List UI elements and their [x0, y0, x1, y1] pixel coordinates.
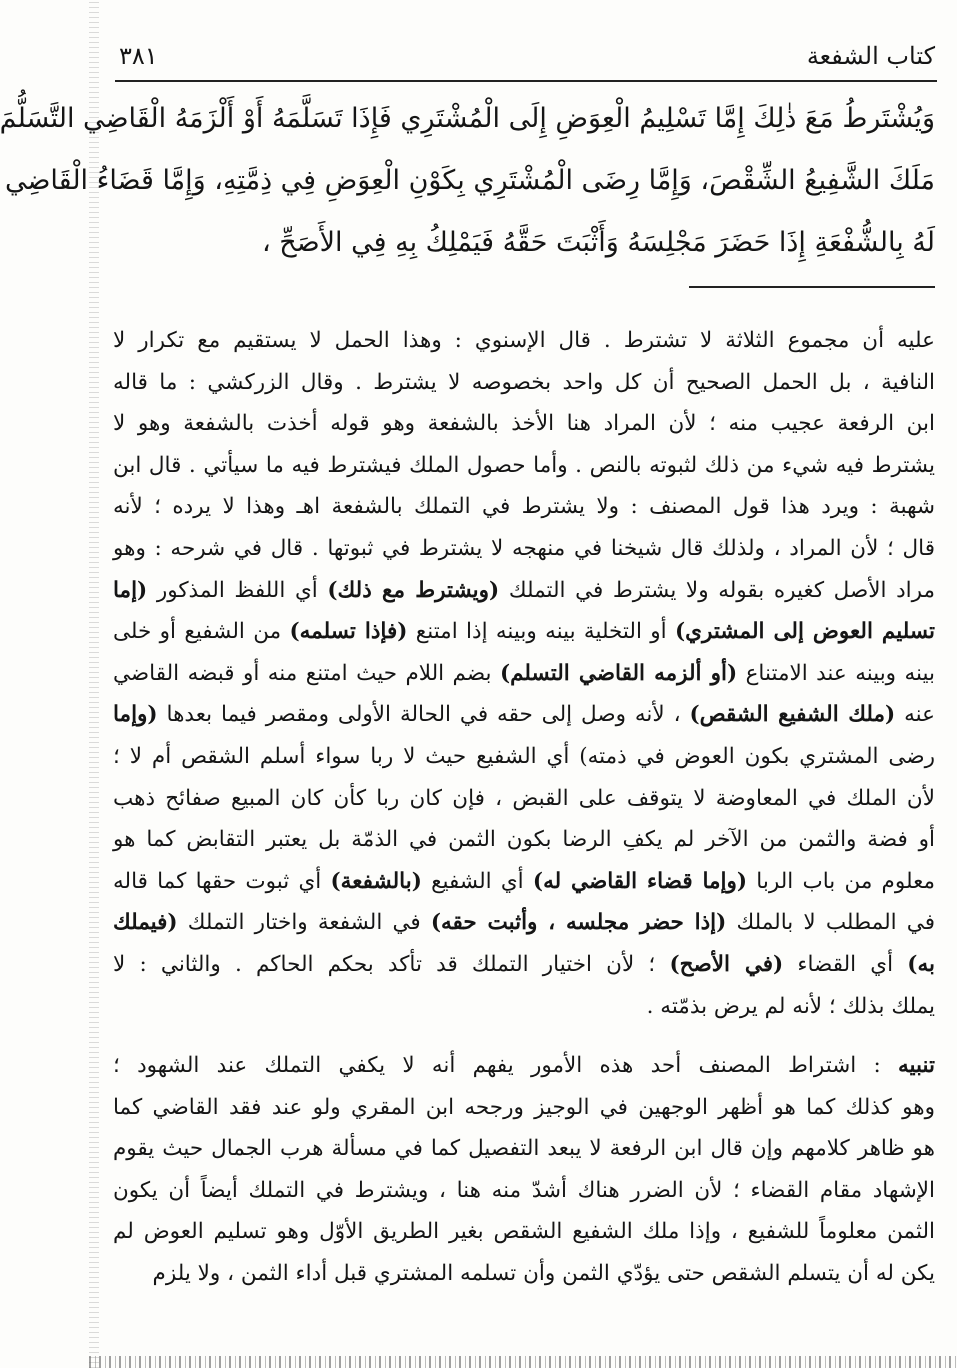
sharh-segment: يكن له أن يتسلم الشقص حتى يؤدّي الثمن وأن تسلمه المشتري قبل أداء الثمن ، ولا يلزم — [152, 1261, 935, 1287]
quoted-matn: (فإذا تسلمه) — [289, 619, 408, 645]
sharh-segment: مراد الأصل كغيره بقوله ولا يشترط في التملك — [499, 577, 935, 603]
sharh-segment: الثمن معلوماً للشفيع ، وإذا ملك الشفيع الشقص بغير الطريق الأوّل وهو تسليم العوض لم — [113, 1219, 935, 1245]
sharh-line — [113, 570, 935, 612]
sharh-segment: أو فضة والثمن من الآخر لم يكفِ الرضا بكون الثمن في الذمّة بل يعتبر التقابض كما هو — [113, 827, 935, 853]
sharh-segment: قال ؛ لأن المراد ، ولذلك قال شيخنا في منهجه لا يشترط في ثبوتها . قال في شرحه : وهو — [113, 535, 935, 561]
header-rule — [115, 80, 937, 82]
sharh-line — [113, 528, 935, 570]
sharh-segment: عليه أن مجموع الثلاثة لا تشترط . قال الإسنوي : وهذا الحمل لا يستقيم مع تكرار لا — [113, 328, 935, 353]
sharh-segment: رضى المشتري بكون العوض في ذمته) — [579, 743, 935, 769]
sharh-line — [113, 1128, 935, 1170]
sharh-segment: أو التخلية بينه وبينه إذا امتنع — [407, 619, 675, 645]
page-bottom-ornament — [89, 1356, 957, 1368]
quoted-matn: (في الأصح) — [669, 951, 784, 977]
sharh-paragraph-2 — [113, 1045, 935, 1295]
quoted-matn: (إما — [113, 577, 148, 603]
sharh-paragraph-1 — [113, 320, 935, 1027]
page-number: ٣٨١ — [119, 42, 158, 70]
sharh-line — [113, 403, 935, 445]
sharh-segment: الإشهاد مقام القضاء ؛ لأن الضرر هناك أشدّ منه هنا ، ويشترط في التملك أيضاً أن يكون — [113, 1177, 935, 1203]
sharh-text — [113, 320, 935, 1295]
sharh-segment: يملك بذلك ؛ لأنه لم يرض بذمّته . — [646, 993, 935, 1019]
sharh-line — [113, 778, 935, 820]
sharh-segment: بينه وبينه عند الامتناع — [737, 660, 935, 686]
quoted-matn: تسليم العوض إلى المشتري) — [675, 619, 935, 645]
sharh-segment: أي الشفيع حيث لا ربا سواء أسلم الشقص أم لا ؛ — [113, 743, 580, 769]
sharh-segment: من الشفيع أو خلى — [113, 619, 290, 645]
sharh-segment: أي القضاء — [783, 951, 908, 977]
sharh-segment: وهو كذلك كما هو أظهر الوجهين في الوجيز ورجحه ابن المقري ولو عند فقد القاضي كما — [113, 1094, 935, 1120]
sharh-segment: ، لأنه وصل إلى حقه في الحالة الأولى ومقصر فيما بعدها — [157, 702, 690, 728]
sharh-line — [113, 1087, 935, 1129]
sharh-line — [113, 902, 935, 944]
sharh-segment: في الشفعة واختار التملك — [177, 910, 431, 936]
sharh-segment: : اشتراط المصنف أحد هذه الأمور يفهم أنه لا يكفي التملك عند الشهود ؛ — [113, 1053, 899, 1079]
sharh-line — [113, 944, 935, 986]
sharh-segment: بضم اللام حيث امتنع منه أو قبضه القاضي — [113, 660, 500, 686]
quoted-matn: تنبيه — [898, 1053, 935, 1079]
sharh-segment: شهبة : ويرد هذا قول المصنف : ولا يشترط في التملك بالشفعة اهـ وهذا لا يرده ؛ لأنه — [113, 494, 935, 520]
sharh-line — [113, 486, 935, 528]
matn-separator-rule — [689, 286, 935, 288]
sharh-segment: معلوم من باب الربا — [747, 868, 935, 894]
matn-line: لَهُ بِالشُّفْعَةِ إِذَا حَضَرَ مَجْلِسَهُ وَأَثْبَتَ حَقَّهُ فَيَمْلِكُ بِهِ فِي الأَصَحِّ ، — [261, 227, 935, 258]
page-header — [119, 36, 935, 76]
sharh-line — [113, 986, 935, 1028]
sharh-line — [113, 819, 935, 861]
quoted-matn: (أو ألزمه القاضي التسلم) — [499, 660, 738, 686]
sharh-segment: أي الشفيع — [421, 868, 533, 894]
sharh-segment: أي اللفظ المذكور — [147, 577, 328, 603]
sharh-line — [113, 861, 935, 903]
sharh-segment: لأن الملك في المعاوضة لا يتوقف على القبض ، فإن كان ربا كأن كان المبيع صفائح ذهب — [113, 785, 935, 811]
sharh-segment: النافية ، بل الحمل الصحيح أن كل واحد بخصوصه لا يشترط . وقال الزركشي : ما قاله — [113, 369, 935, 395]
quoted-matn: (فيملك — [113, 910, 178, 936]
sharh-line — [113, 320, 935, 362]
sharh-line — [113, 653, 935, 695]
sharh-line — [113, 1211, 935, 1253]
sharh-segment: ؛ لأن اختيار التملك قد تأكد بحكم الحاكم . والثاني : لا — [113, 951, 670, 977]
matn-line: مَلَكَ الشَّفِيعُ الشِّقْصَ، وَإِمَّا رِضَى الْمُشْتَرِي بِكَوْنِ الْعِوَضِ فِي ذِمَّتِهِ، وَإِمَّا قَضَاءُ الْقَاضِي — [5, 165, 935, 196]
quoted-matn: (وإما — [113, 702, 158, 728]
sharh-segment: عنه — [895, 702, 935, 728]
quoted-matn: (ملك الشفيع الشقص) — [689, 702, 896, 728]
sharh-segment: هو ظاهر كلامهم وإن قال ابن الرفعة لا يبعد التفصيل كما في مسألة هرب الجمال حيث يقوم — [113, 1136, 935, 1162]
sharh-segment: في المطلب لا بالملك — [726, 910, 935, 936]
sharh-line — [113, 362, 935, 404]
sharh-line — [113, 445, 935, 487]
sharh-segment: ابن الرفعة عجيب منه ؛ لأن المراد هنا الأخذ بالشفعة وهو قوله أخذت بالشفعة وهو لا — [113, 411, 935, 437]
sharh-line — [113, 1045, 935, 1087]
running-title: كتاب الشفعة — [806, 42, 935, 70]
sharh-line — [113, 611, 935, 653]
quoted-matn: (إذا حضر مجلسه ، وأثبت حقه) — [430, 910, 727, 936]
quoted-matn: (ويشترط مع ذلك) — [327, 577, 500, 603]
sharh-line — [113, 1253, 935, 1295]
matn-text — [0, 88, 935, 274]
sharh-segment: أي ثبوت حقها كما قاله — [113, 868, 331, 894]
paragraph-gap — [113, 1027, 935, 1045]
sharh-line — [113, 1170, 935, 1212]
quoted-matn: (بالشفعة) — [330, 868, 422, 894]
quoted-matn: به) — [907, 951, 935, 977]
sharh-segment: يشترط فيه شيء من ذلك لثبوته بالنص . وأما حصول الملك فيشترط فيه ما سيأتي . قال ابن — [113, 452, 935, 478]
matn-line: وَيُشْتَرطُ مَعَ ذٰلِكَ إِمَّا تَسْلِيمُ الْعِوَضِ إِلَى الْمُشْتَرِي فَإِذَا تَسَلَّمَهُ أَوْ أَلْزَمَهُ الْقَاضِي التَّسَلُّمَ — [0, 103, 935, 134]
quoted-matn: (وإما قضاء القاضي له) — [532, 868, 748, 894]
sharh-line — [113, 694, 935, 736]
sharh-line — [113, 736, 935, 778]
